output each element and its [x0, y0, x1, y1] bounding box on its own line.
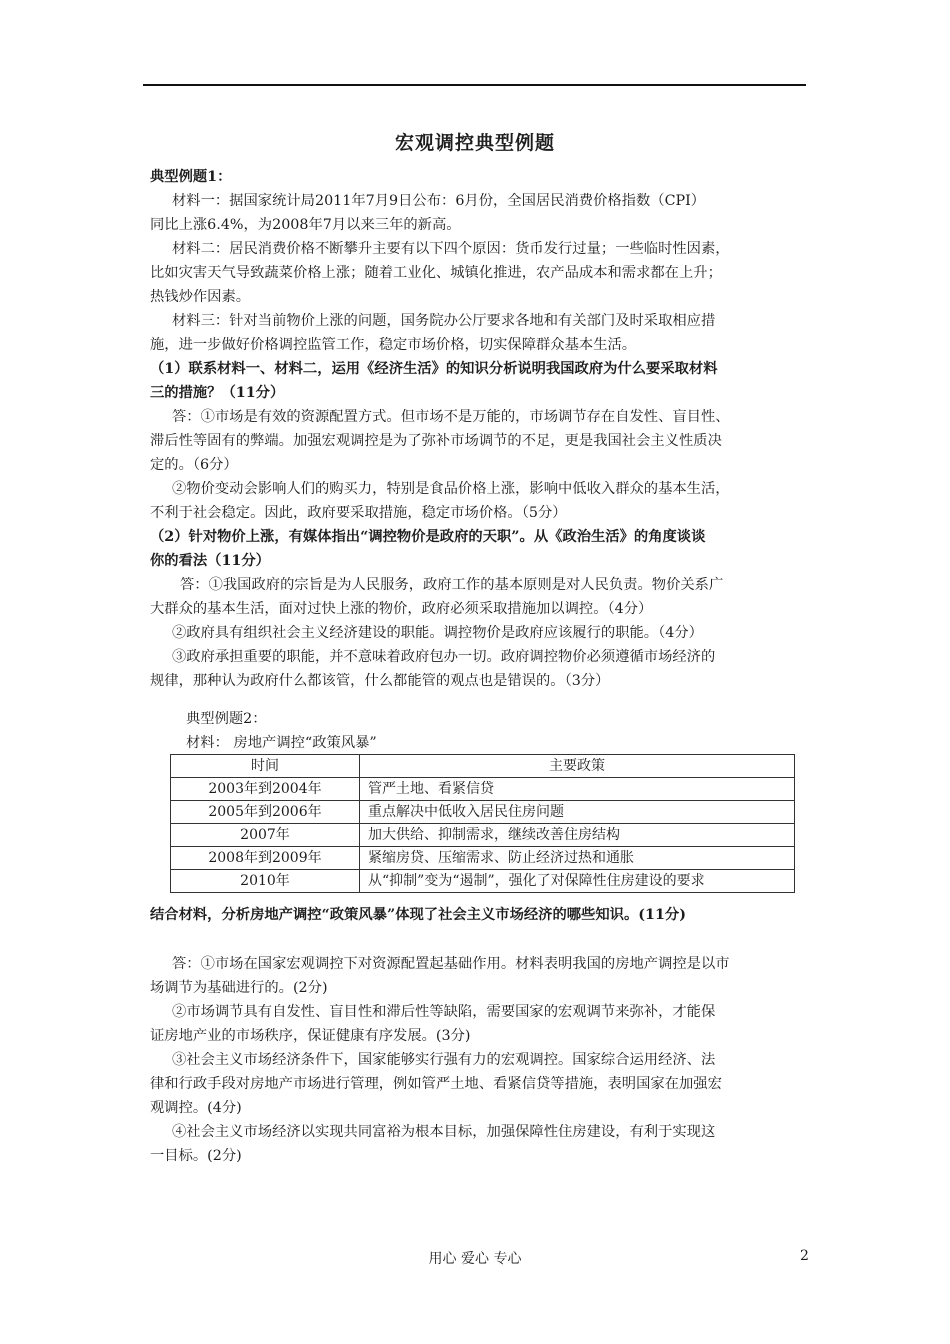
- table-row: [171, 801, 795, 824]
- material-3-line: 施，进一步做好价格调控监管工作，稳定市场价格，切实保障群众基本生活。: [150, 337, 637, 353]
- question-2-line: （2）针对物价上涨，有媒体指出“调控物价是政府的天职”。从《政治生活》的角度谈谈: [150, 529, 706, 545]
- table-cell-policy: 紧缩房贷、压缩需求、防止经济过热和通胀: [360, 847, 795, 870]
- material-1-line: 材料一：据国家统计局2011年7月9日公布：6月份，全国居民消费价格指数（CPI）: [172, 193, 706, 209]
- example-1-heading: 典型例题1：: [150, 169, 232, 185]
- answer-3-line: 答：①市场在国家宏观调控下对资源配置起基础作用。材料表明我国的房地产调控是以市: [172, 956, 730, 972]
- example-2-heading: 典型例题2：: [186, 711, 267, 727]
- question-1-line: 三的措施？（11分）: [150, 385, 285, 401]
- answer-2-line: 答：①我国政府的宗旨是为人民服务，政府工作的基本原则是对人民负责。物价关系广: [180, 577, 724, 593]
- answer-2-line: 大群众的基本生活，面对过快上涨的物价，政府必须采取措施加以调控。（4分）: [150, 601, 653, 617]
- material-3-line: 材料三：针对当前物价上涨的问题，国务院办公厅要求各地和有关部门及时采取相应措: [172, 313, 716, 329]
- table-row: [171, 824, 795, 847]
- page-number: 2: [800, 1248, 809, 1264]
- answer-3-line: 证房地产业的市场秩序，保证健康有序发展。(3分): [150, 1028, 471, 1044]
- answer-3-line: ④社会主义市场经济以实现共同富裕为根本目标，加强保障性住房建设，有利于实现这: [172, 1124, 716, 1140]
- answer-3-line: 场调节为基础进行的。(2分): [150, 980, 328, 996]
- table-cell-time: 2005年到2006年: [171, 801, 360, 824]
- table-cell-policy: 管严土地、看紧信贷: [360, 778, 795, 801]
- table-cell-policy: 加大供给、抑制需求，继续改善住房结构: [360, 824, 795, 847]
- page-title: 宏观调控典型例题: [394, 132, 555, 154]
- policy-table: [170, 754, 795, 893]
- answer-1-line: 不利于社会稳定。因此，政府要采取措施，稳定市场价格。（5分）: [150, 505, 567, 521]
- table-cell-time: 2003年到2004年: [171, 778, 360, 801]
- table-cell-time: 2010年: [171, 870, 360, 893]
- answer-3-line: ③社会主义市场经济条件下，国家能够实行强有力的宏观调控。国家综合运用经济、法: [172, 1052, 716, 1068]
- answer-1-line: 答：①市场是有效的资源配置方式。但市场不是万能的，市场调节存在自发性、盲目性、: [172, 409, 730, 425]
- answer-3-line: 观调控。(4分): [150, 1100, 242, 1116]
- material-2-line: 材料二：居民消费价格不断攀升主要有以下四个原因：货币发行过量；一些临时性因素，: [172, 241, 730, 257]
- table-row: [171, 847, 795, 870]
- material-1-line: 同比上涨6.4%，为2008年7月以来三年的新高。: [150, 217, 461, 233]
- example-2-material: 材料： 房地产调控“政策风暴”: [186, 735, 377, 751]
- table-cell-time: 2007年: [171, 824, 360, 847]
- answer-3-line: ②市场调节具有自发性、盲目性和滞后性等缺陷，需要国家的宏观调节来弥补，才能保: [172, 1004, 716, 1020]
- material-2-line: 比如灾害天气导致蔬菜价格上涨；随着工业化、城镇化推进，农产品成本和需求都在上升；: [150, 265, 722, 281]
- material-2-line: 热钱炒作因素。: [150, 289, 251, 305]
- footer-text: 用心 爱心 专心: [428, 1251, 522, 1267]
- answer-1-line: ②物价变动会影响人们的购买力，特别是食品价格上涨，影响中低收入群众的基本生活，: [172, 481, 730, 497]
- table-header-row: [171, 755, 795, 778]
- table-row: [171, 778, 795, 801]
- table-header-policy: 主要政策: [360, 755, 795, 778]
- table-cell-time: 2008年到2009年: [171, 847, 360, 870]
- answer-1-line: 滞后性等固有的弊端。加强宏观调控是为了弥补市场调节的不足，更是我国社会主义性质决: [150, 433, 722, 449]
- answer-2-line: ②政府具有组织社会主义经济建设的职能。调控物价是政府应该履行的职能。（4分）: [172, 625, 703, 641]
- example-2-question: 结合材料，分析房地产调控“政策风暴”体现了社会主义市场经济的哪些知识。(11分): [150, 907, 686, 923]
- table-row: [171, 870, 795, 893]
- answer-1-line: 定的。（6分）: [150, 457, 238, 473]
- question-1-line: （1）联系材料一、材料二，运用《经济生活》的知识分析说明我国政府为什么要采取材料: [150, 361, 718, 377]
- header-rule: [143, 84, 806, 86]
- answer-2-line: ③政府承担重要的职能，并不意味着政府包办一切。政府调控物价必须遵循市场经济的: [172, 649, 716, 665]
- question-2-line: 你的看法（11分）: [150, 553, 270, 569]
- answer-2-line: 规律，那种认为政府什么都该管，什么都能管的观点也是错误的。（3分）: [150, 673, 610, 689]
- answer-3-line: 一目标。(2分): [150, 1148, 242, 1164]
- table-cell-policy: 从“抑制”变为“遏制”，强化了对保障性住房建设的要求: [360, 870, 795, 893]
- table-header-time: 时间: [171, 755, 360, 778]
- table-cell-policy: 重点解决中低收入居民住房问题: [360, 801, 795, 824]
- answer-3-line: 律和行政手段对房地产市场进行管理，例如管严土地、看紧信贷等措施，表明国家在加强宏: [150, 1076, 722, 1092]
